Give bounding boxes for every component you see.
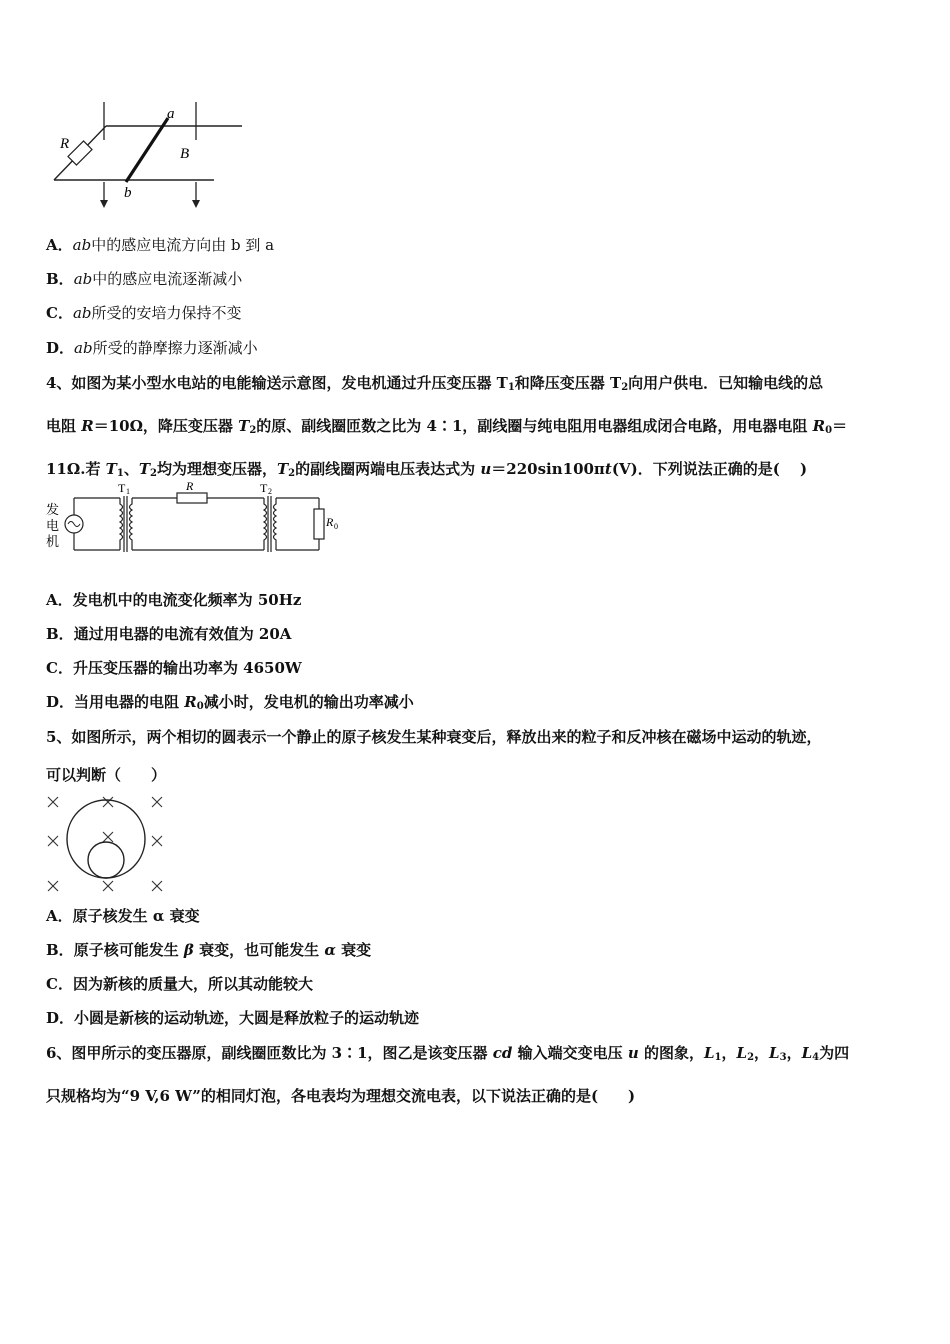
label-r: R: [60, 136, 70, 152]
label-t2: T: [260, 481, 268, 495]
line-resistor-r: [177, 493, 207, 503]
label-r0: R: [326, 515, 334, 529]
label-t1: T: [118, 481, 126, 495]
transmission-circuit-figure: [44, 480, 344, 555]
q5-option-d[interactable]: D．小圆是新核的运动轨迹，大圆是释放粒子的运动轨迹: [46, 1009, 420, 1027]
label-r: R: [186, 480, 194, 493]
q3-option-d[interactable]: D．ab所受的静摩擦力逐渐减小: [46, 339, 258, 357]
q4-option-a[interactable]: A．发电机中的电流变化频率为 50Hz: [46, 591, 302, 609]
svg-text:0: 0: [334, 522, 338, 531]
q6-stem: 6、图甲所示的变压器原，副线圈匝数比为 3∶1，图乙是该变压器 cd 输入端交变电压 u 的图象，$L_1$，$L_2$，$L_3$，$L_4$为四 只规格均为“9 V,6 W”的相同灯泡，各电表均为理想交流电表，以下说法正确的是( ): [46, 1044, 850, 1105]
svg-text:发: 发: [46, 502, 60, 517]
svg-text:2: 2: [268, 487, 272, 496]
q3-option-b[interactable]: B．ab中的感应电流逐渐减小: [46, 270, 243, 288]
q4-stem: 4、如图为某小型水电站的电能输送示意图，发电机通过升压变压器 $T_1$和降压变压器 $T_2$向用户供电．已知输电线的总 电阻 R＝10Ω，降压变压器 $T_2$的原、副线圈匝数之比为 4∶1，副线圈与纯电阻用电器组成闭合电路，用电器电阻 $R_0=$ 11Ω.若 $T_1$、$T_2$均为理想变压器，$T_2$的副线圈两端电压表达式为 u＝220sin100πt(V)．下列说法正确的是( ): [46, 374, 848, 479]
q4-option-b[interactable]: B．通过用电器的电流有效值为 20A: [46, 625, 292, 643]
rod-ab: [126, 118, 168, 182]
svg-text:1: 1: [126, 487, 130, 496]
svg-text:机: 机: [46, 534, 60, 549]
label-field-b: B: [180, 146, 190, 162]
label-a: a: [167, 106, 175, 122]
q3-option-a[interactable]: A．ab中的感应电流方向由 b 到 a: [46, 236, 275, 254]
q5-option-a[interactable]: A．原子核发生 α 衰变: [46, 907, 200, 925]
load-resistor-r0: [314, 509, 324, 539]
q4-option-c[interactable]: C．升压变压器的输出功率为 4650W: [46, 659, 302, 677]
svg-text:电: 电: [46, 518, 60, 533]
q5-option-b[interactable]: B．原子核可能发生 β 衰变，也可能发生 α 衰变: [46, 941, 372, 959]
small-circle-track: [88, 842, 124, 878]
q4-option-d[interactable]: D．当用电器的电阻 $R_0$减小时，发电机的输出功率减小: [46, 693, 414, 712]
q5-option-c[interactable]: C．因为新核的质量大，所以其动能较大: [46, 975, 313, 993]
label-b: b: [124, 185, 132, 201]
q5-stem: 5、如图所示，两个相切的圆表示一个静止的原子核发生某种衰变后，释放出来的粒子和反冲核在磁场中运动的轨迹， 可以判断（ ）: [46, 728, 822, 784]
rail-circuit-figure: [46, 100, 246, 212]
q3-option-c[interactable]: C．ab所受的安培力保持不变: [46, 304, 242, 322]
decay-tracks-figure: [44, 793, 169, 895]
